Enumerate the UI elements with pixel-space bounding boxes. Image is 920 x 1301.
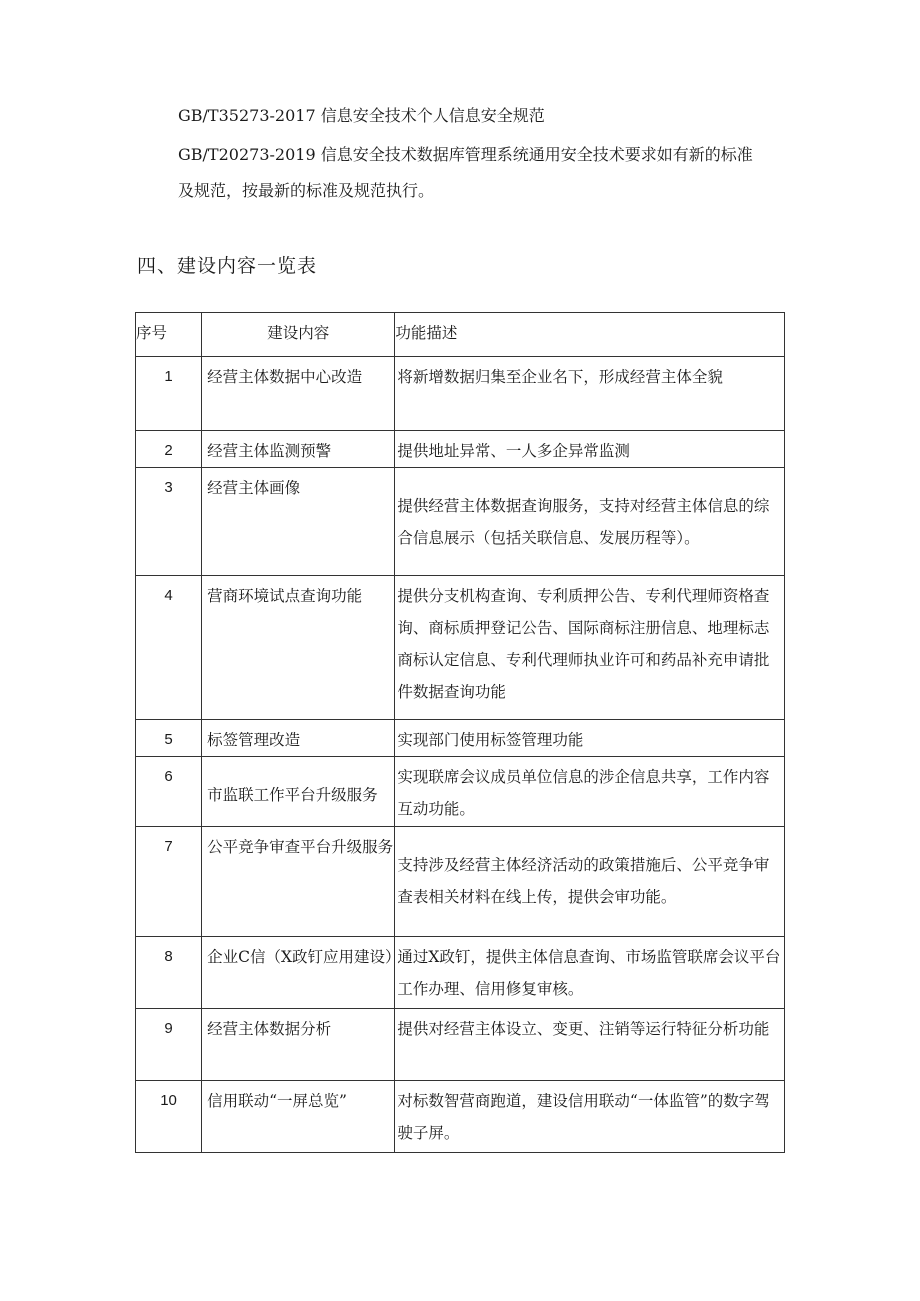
table-row <box>136 720 785 757</box>
table-row <box>136 827 785 937</box>
table-row <box>136 1081 785 1153</box>
row-num: 8 <box>136 937 202 1009</box>
row-name: 信用联动“一屏总览” <box>202 1081 395 1153</box>
row-name: 经营主体数据中心改造 <box>202 357 395 431</box>
row-desc: 提供对经营主体设立、变更、注销等运行特征分析功能 <box>395 1009 785 1081</box>
header-desc: 功能描述 <box>395 313 785 357</box>
standard-line-3: 及规范，按最新的标准及规范执行。 <box>178 181 435 200</box>
row-name: 公平竞争审查平台升级服务 <box>202 827 395 937</box>
row-name: 经营主体数据分析 <box>202 1009 395 1081</box>
row-name: 市监联工作平台升级服务 <box>202 757 395 827</box>
header-name: 建设内容 <box>202 313 395 357</box>
row-desc: 实现联席会议成员单位信息的涉企信息共享，工作内容互动功能。 <box>395 757 785 827</box>
row-num: 4 <box>136 576 202 720</box>
row-desc: 将新增数据归集至企业名下，形成经营主体全貌 <box>395 357 785 431</box>
row-desc: 通过X政钉，提供主体信息查询、市场监管联席会议平台工作办理、信用修复审核。 <box>395 937 785 1009</box>
table-row <box>136 757 785 827</box>
standard-line-1: GB/T35273-2017 信息安全技术个人信息安全规范 <box>178 106 545 125</box>
row-num: 9 <box>136 1009 202 1081</box>
row-name: 经营主体监测预警 <box>202 431 395 468</box>
row-num: 7 <box>136 827 202 937</box>
table-row <box>136 468 785 576</box>
row-name: 标签管理改造 <box>202 720 395 757</box>
row-name: 营商环境试点查询功能 <box>202 576 395 720</box>
row-num: 3 <box>136 468 202 576</box>
row-desc: 提供经营主体数据查询服务，支持对经营主体信息的综合信息展示（包括关联信息、发展历程等）。 <box>395 468 785 576</box>
row-desc: 对标数智营商跑道，建设信用联动“一体监管”的数字驾驶子屏。 <box>395 1081 785 1153</box>
row-desc: 提供地址异常、一人多企异常监测 <box>395 431 785 468</box>
row-num: 1 <box>136 357 202 431</box>
row-num: 2 <box>136 431 202 468</box>
table-header-row <box>136 313 785 357</box>
header-num: 序号 <box>136 313 202 357</box>
standard-line-2: GB/T20273-2019 信息安全技术数据库管理系统通用安全技术要求如有新的标准 <box>178 145 753 164</box>
row-name: 经营主体画像 <box>202 468 395 576</box>
table-row <box>136 937 785 1009</box>
row-num: 6 <box>136 757 202 827</box>
row-num: 5 <box>136 720 202 757</box>
section-heading: 四、建设内容一览表 <box>137 255 318 277</box>
row-name: 企业C信（X政钉应用建设） <box>202 937 395 1009</box>
table-row <box>136 357 785 431</box>
row-desc: 支持涉及经营主体经济活动的政策措施后、公平竞争审查表相关材料在线上传，提供会审功能。 <box>395 827 785 937</box>
table-row <box>136 576 785 720</box>
row-desc: 实现部门使用标签管理功能 <box>395 720 785 757</box>
construction-content-table <box>135 312 785 1153</box>
row-num: 10 <box>136 1081 202 1153</box>
table-row <box>136 431 785 468</box>
row-desc: 提供分支机构查询、专利质押公告、专利代理师资格查询、商标质押登记公告、国际商标注册信息、地理标志商标认定信息、专利代理师执业许可和药品补充申请批件数据查询功能 <box>395 576 785 720</box>
table-row <box>136 1009 785 1081</box>
